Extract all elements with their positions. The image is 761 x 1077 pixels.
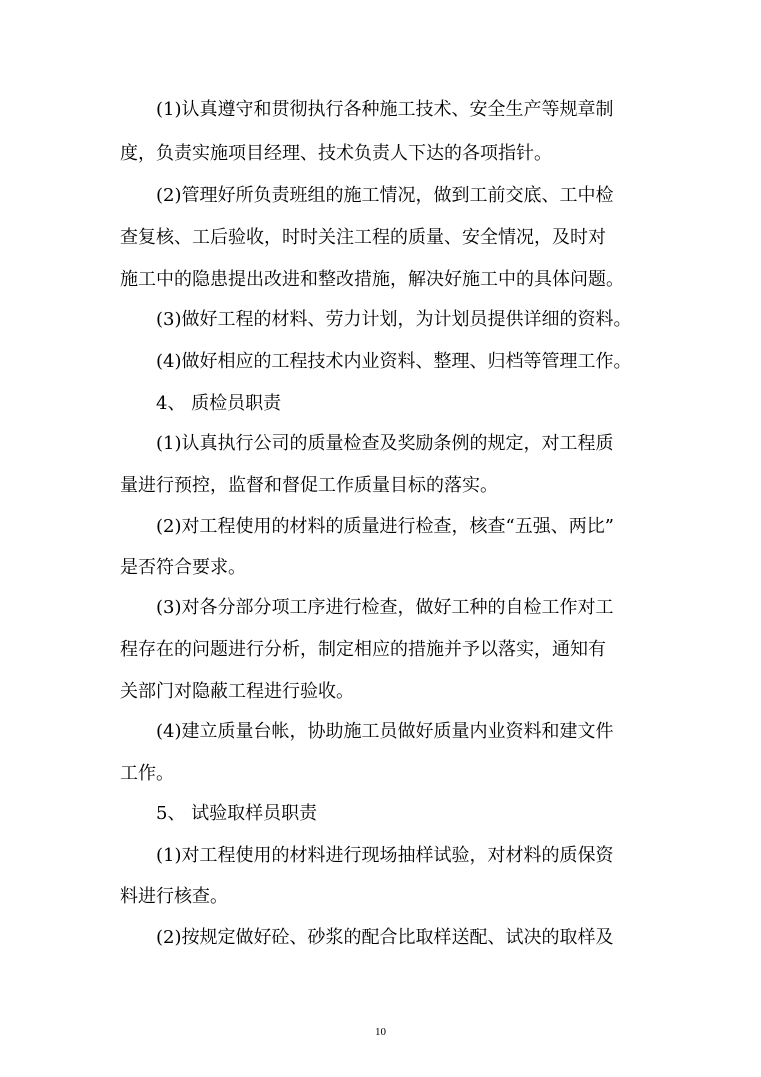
text-line: 程存在的问题进行分析，制定相应的措施并予以落实，通知有 [120,639,606,660]
text-line: 关部门对隐蔽工程进行验收。 [120,681,354,702]
section-heading: 5、 试验取样员职责 [156,803,318,824]
page-number: 10 [375,1026,386,1038]
text-line: 施工中的隐患提出改进和整改措施，解决好施工中的具体问题。 [120,269,624,290]
text-line: 度，负责实施项目经理、技术负责人下达的各项指针。 [120,143,552,164]
section-heading: 4、 质检员职责 [156,393,282,414]
text-line: (1)认真遵守和贯彻执行各种施工技术、安全生产等规章制 [156,99,614,120]
text-line: (4)建立质量台帐，协助施工员做好质量内业资料和建文件 [156,721,614,742]
text-line: 是否符合要求。 [120,557,246,578]
text-line: 量进行预控，监督和督促工作质量目标的落实。 [120,475,498,496]
text-line: 料进行核查。 [120,886,228,907]
text-line: 查复核、工后验收，时时关注工程的质量、安全情况，及时对 [120,227,606,248]
text-line: 工作。 [120,763,174,784]
text-line: (2)按规定做好砼、砂浆的配合比取样送配、试决的取样及 [156,927,614,948]
text-line: (3)做好工程的材料、劳力计划，为计划员提供详细的资料。 [156,309,632,330]
text-line: (1)对工程使用的材料进行现场抽样试验，对材料的质保资 [156,845,614,866]
text-line: (2)管理好所负责班组的施工情况，做到工前交底、工中检 [156,185,614,206]
text-line: (3)对各分部分项工序进行检查，做好工种的自检工作对工 [156,597,614,618]
text-line: (4)做好相应的工程技术内业资料、整理、归档等管理工作。 [156,351,632,372]
text-line: (2)对工程使用的材料的质量进行检查，核查“五强、两比” [156,516,614,537]
text-line: (1)认真执行公司的质量检查及奖励条例的规定，对工程质 [156,433,614,454]
